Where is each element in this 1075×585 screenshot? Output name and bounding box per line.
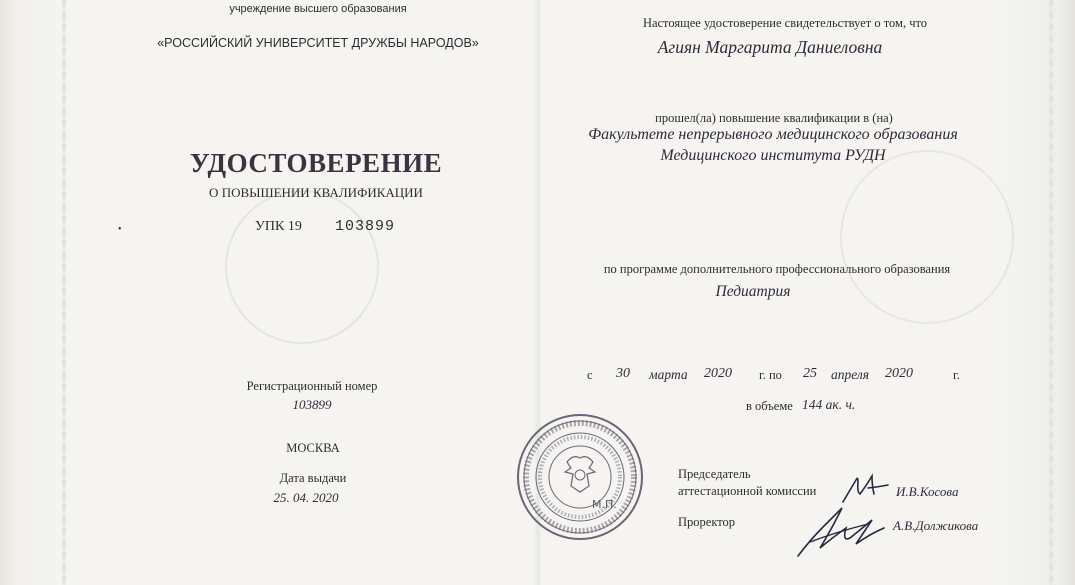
date-to-label: г. по	[759, 368, 782, 382]
city: МОСКВА	[286, 441, 340, 455]
start-day: 30	[616, 366, 630, 381]
end-year: 2020	[885, 366, 913, 381]
right-watermark-emblem	[840, 150, 1014, 324]
left-watermark-emblem	[225, 190, 379, 344]
certificate-intro: Настоящее удостоверение свидетельствует о том, что	[642, 16, 928, 30]
chair-title-line-1: Председатель	[678, 467, 751, 481]
registration-number: 103899	[292, 397, 332, 412]
chair-title-line-2: аттестационной комиссии	[678, 484, 817, 498]
certificate-series: УПК 19	[255, 219, 302, 234]
official-seal-icon	[515, 412, 645, 542]
date-from-label: с	[587, 368, 593, 382]
document-subtitle: О ПОВЫШЕНИИ КВАЛИФИКАЦИИ	[209, 185, 423, 200]
left-ornament-border	[62, 0, 66, 585]
start-year: 2020	[704, 366, 732, 381]
issue-date: 25. 04. 2020	[273, 490, 339, 505]
faculty-line-2: Медицинского института РУДН	[660, 147, 886, 164]
end-year-suffix: г.	[953, 368, 960, 382]
program-label: по программе дополнительного профессионального образования	[603, 262, 951, 276]
issue-date-label: Дата выдачи	[279, 471, 347, 485]
volume-hours: 144 ак. ч.	[802, 397, 856, 412]
program-name: Педиатрия	[715, 283, 791, 300]
faculty-line-1: Факультете непрерывного медицинского образования	[588, 126, 958, 143]
prorector-name: А.В.Должикова	[893, 518, 979, 533]
document-title: УДОСТОВЕРЕНИЕ	[189, 148, 443, 178]
seal-mark: М.П.	[592, 498, 617, 511]
certificate-number: 103899	[335, 218, 396, 235]
end-month: апреля	[831, 367, 870, 382]
volume-label: в объеме	[746, 399, 793, 413]
end-day: 25	[803, 366, 817, 381]
bullet-mark: •	[118, 224, 122, 235]
prorector-signature-icon	[790, 498, 890, 564]
registration-label: Регистрационный номер	[246, 379, 378, 393]
chair-name: И.В.Косова	[896, 484, 959, 499]
start-month: марта	[649, 367, 688, 382]
university-name: «РОССИЙСКИЙ УНИВЕРСИТЕТ ДРУЖБЫ НАРОДОВ»	[157, 36, 479, 50]
holder-name: Агиян Маргарита Даниеловна	[657, 37, 883, 57]
right-ornament-border	[1049, 0, 1053, 585]
passed-statement: прошел(ла) повышение квалификации в (на)	[655, 111, 893, 125]
prorector-title: Проректор	[678, 515, 736, 529]
institution-type: учреждение высшего образования	[229, 3, 407, 15]
